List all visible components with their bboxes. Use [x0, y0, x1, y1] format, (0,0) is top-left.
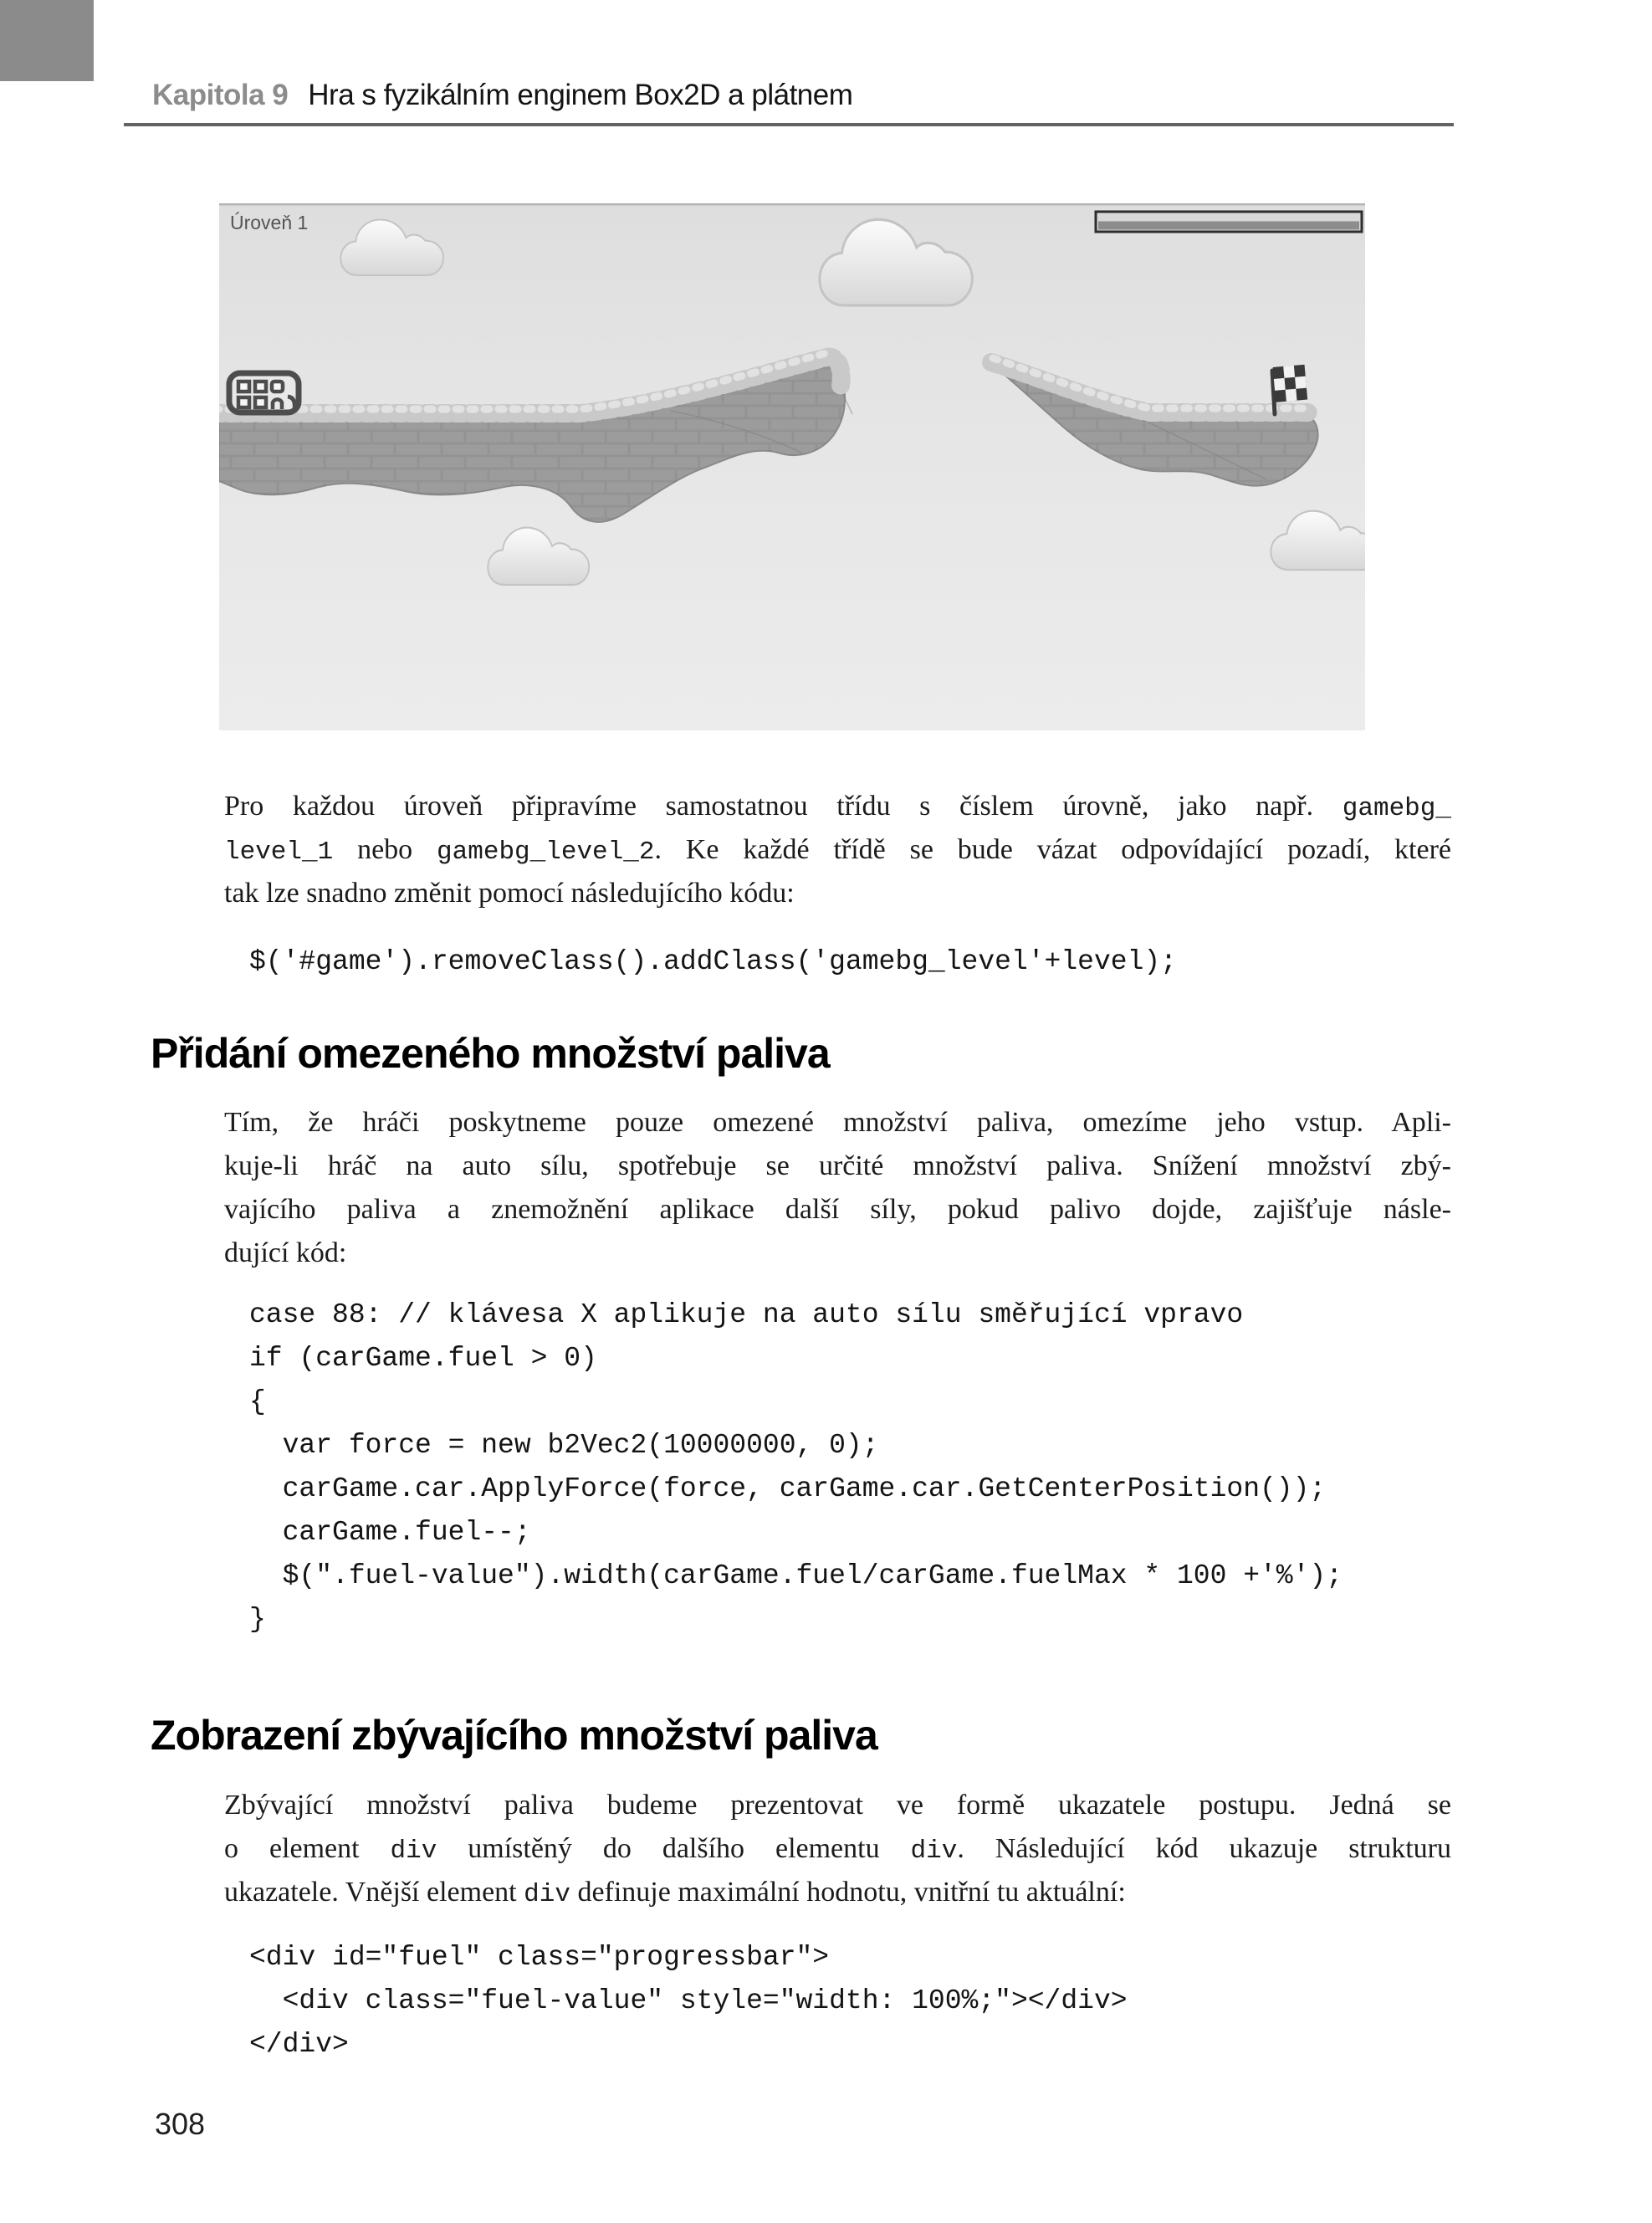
section-heading: Zobrazení zbývajícího množství paliva [151, 1712, 877, 1759]
text-line [224, 872, 1451, 915]
car-window [255, 382, 266, 392]
section-heading: Přidání omezeného množství paliva [151, 1030, 830, 1077]
text-segment: . Následující kód ukazuje strukturu [957, 1833, 1451, 1864]
text-line [224, 1101, 1451, 1145]
code-block [249, 1293, 1343, 1642]
code-line: $(".fuel-value").width(carGame.fuel/carGame.fuelMax * 100 +'%'); [249, 1560, 1343, 1591]
chapter-title: Hra s fyzikálním enginem Box2D a plátnem [308, 79, 853, 111]
code-line: { [249, 1386, 266, 1417]
code-line: <div class="fuel-value" style="width: 100%;"></div> [249, 1985, 1128, 2016]
chapter-number: Kapitola 9 [152, 79, 289, 111]
running-header [152, 79, 852, 112]
text-segment: umístěný do dalšího elementu [437, 1833, 911, 1864]
text-segment: ukazatele. Vnější element [224, 1877, 524, 1908]
text-line [224, 1145, 1451, 1188]
paragraph [224, 1101, 1451, 1275]
car-window [238, 382, 249, 392]
header-rule [124, 123, 1454, 126]
text-segment: . Ke každé třídě se bude vázat odpovídající pozadí, které [654, 834, 1452, 865]
paragraph [224, 1784, 1451, 1914]
text-line [224, 785, 1451, 828]
text-segment: definuje maximální hodnotu, vnitřní tu aktuální: [570, 1877, 1126, 1908]
text-line [224, 1827, 1451, 1871]
paragraph [224, 785, 1451, 915]
car-window [272, 382, 283, 392]
fuel-bar [1096, 212, 1362, 232]
code-line: if (carGame.fuel > 0) [249, 1343, 597, 1374]
text-segment: dující kód: [224, 1237, 347, 1268]
text-line [224, 828, 1451, 872]
inline-code: gamebg_level_2 [437, 837, 655, 867]
game-screenshot [219, 203, 1365, 730]
code-line: carGame.car.ApplyForce(force, carGame.car.GetCenterPosition()); [249, 1473, 1327, 1504]
text-line [224, 1188, 1451, 1232]
page-corner-marker [0, 0, 94, 81]
text-line [224, 1871, 1451, 1914]
text-segment: kuje-li hráč na auto sílu, spotřebuje se určité množství paliva. Snížení množství zbý- [224, 1150, 1451, 1181]
car-window [238, 397, 249, 407]
text-segment: o element [224, 1833, 391, 1864]
text-segment: Zbývající množství paliva budeme prezentovat ve formě ukazatele postupu. Jedná se [224, 1790, 1451, 1821]
code-line: </div> [249, 2029, 349, 2060]
car-window [255, 397, 266, 407]
code-line: $('#game').removeClass().addClass('gamebg_level'+level); [249, 946, 1177, 977]
code-line: case 88: // klávesa X aplikuje na auto sílu směřující vpravo [249, 1299, 1244, 1330]
inline-code: div [390, 1836, 437, 1866]
code-block [249, 940, 1177, 984]
text-segment: nebo [333, 834, 437, 865]
inline-code: div [524, 1880, 570, 1909]
page-number: 308 [155, 2107, 206, 2141]
code-line: <div id="fuel" class="progressbar"> [249, 1942, 830, 1973]
fuel-bar-fill [1098, 222, 1359, 230]
inline-code: div [910, 1836, 958, 1866]
text-segment: tak lze snadno změnit pomocí následujícího kódu: [224, 878, 795, 909]
text-segment: Tím, že hráči poskytneme pouze omezené množství paliva, omezíme jeho vstup. Apli- [224, 1107, 1451, 1138]
code-line: } [249, 1604, 266, 1635]
code-line: var force = new b2Vec2(10000000, 0); [249, 1430, 879, 1461]
car-sprite [229, 373, 299, 412]
text-line [224, 1784, 1451, 1827]
level-label: Úroveň 1 [230, 212, 309, 233]
code-line: carGame.fuel--; [249, 1517, 531, 1548]
inline-code: level_1 [224, 837, 334, 867]
inline-code: gamebg_ [1342, 794, 1451, 823]
text-line [224, 1232, 1451, 1275]
text-segment: vajícího paliva a znemožnění aplikace další síly, pokud palivo dojde, zajišťuje násle- [224, 1194, 1451, 1225]
code-block [249, 1936, 1128, 2067]
text-segment: Pro každou úroveň připravíme samostatnou třídu s číslem úrovně, jako např. [224, 791, 1343, 822]
